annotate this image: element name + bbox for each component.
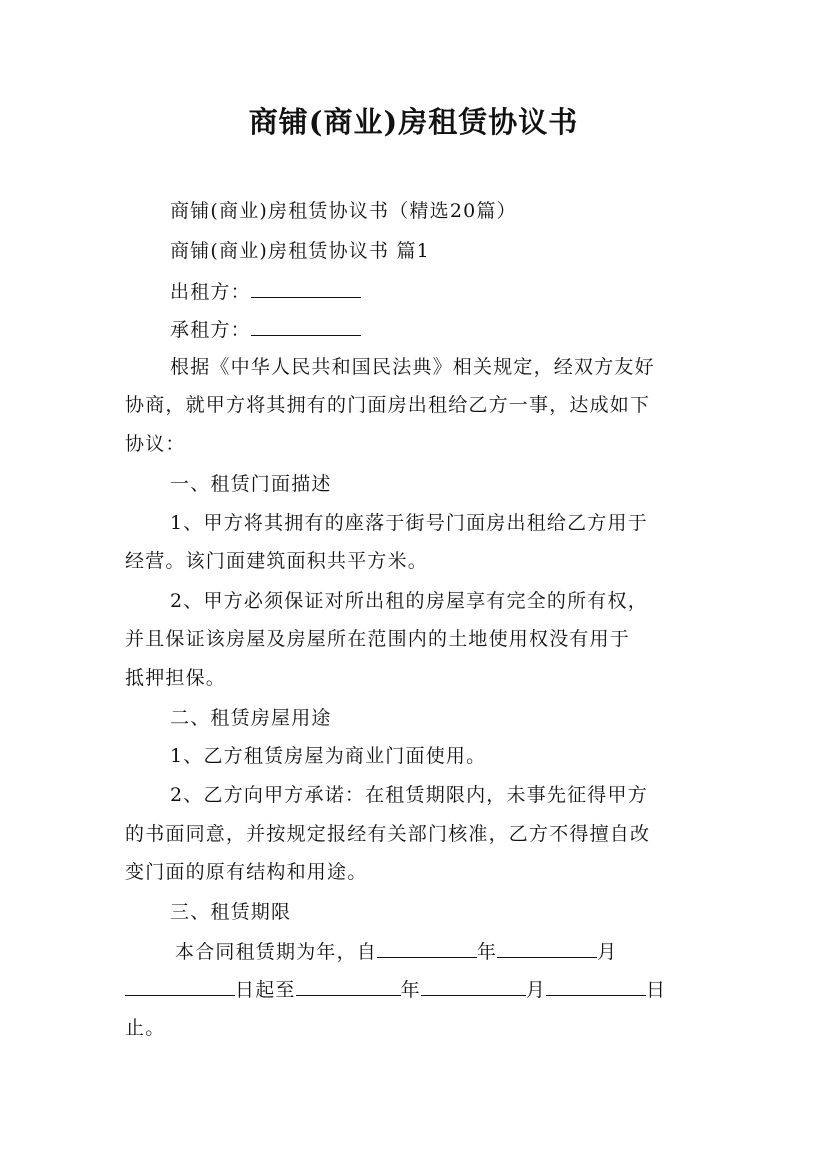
paragraph-line: 2、乙方向甲方承诺：在租赁期限内，未事先征得甲方	[170, 784, 648, 806]
lessor-line	[170, 279, 705, 304]
paragraph-line: 协议：	[125, 433, 186, 455]
term-line-3: 止。	[125, 1017, 166, 1039]
section-heading-line: 商铺(商业)房租赁协议书 篇1	[170, 240, 430, 262]
end-month-blank	[421, 977, 526, 996]
term-line-2	[125, 977, 705, 1002]
lessee-blank	[251, 317, 361, 336]
paragraph-line: 抵押担保。	[125, 667, 227, 689]
paragraph-line: 2、甲方必须保证对所出租的房屋享有完全的所有权，	[170, 590, 648, 612]
year-label: 年	[477, 941, 498, 963]
paragraph-line: 协商，就甲方将其拥有的门面房出租给乙方一事，达成如下	[125, 394, 651, 416]
end-year-blank	[296, 977, 401, 996]
paragraph-line: 根据《中华人民共和国民法典》相关规定，经双方友好	[170, 356, 655, 378]
paragraph-line: 变门面的原有结构和用途。	[125, 861, 368, 883]
start-day-blank	[125, 977, 235, 996]
lessor-blank	[251, 279, 361, 298]
paragraph-line: 的书面同意，并按规定报经有关部门核准，乙方不得擅自改	[125, 823, 651, 845]
end-day-blank	[546, 977, 646, 996]
section-heading: 三、租赁期限	[170, 901, 292, 923]
paragraph-line: 1、甲方将其拥有的座落于街号门面房出租给乙方用于	[170, 512, 648, 534]
term-lead-text: 本合同租赁期为年，自	[175, 941, 378, 963]
day-end-label: 日	[646, 979, 667, 1001]
year-label: 年	[400, 979, 421, 1001]
paragraph-line: 经营。该门面建筑面积共平方米。	[125, 550, 429, 572]
day-start-label: 日起至	[235, 979, 296, 1001]
paragraph-line: 并且保证该房屋及房屋所在范围内的土地使用权没有用于	[125, 628, 631, 650]
start-month-blank	[497, 939, 597, 958]
month-label: 月	[597, 941, 618, 963]
section-heading: 一、租赁门面描述	[170, 473, 332, 495]
paragraph-line: 1、乙方租赁房屋为商业门面使用。	[170, 745, 487, 767]
start-year-blank	[377, 939, 477, 958]
section-heading: 二、租赁房屋用途	[170, 707, 332, 729]
lessor-label: 出租方：	[170, 281, 251, 303]
lessee-label: 承租方：	[170, 319, 251, 341]
document-title: 商铺(商业)房租赁协议书	[248, 105, 579, 139]
month-label: 月	[525, 979, 547, 1001]
subtitle-line: 商铺(商业)房租赁协议书（精选20篇）	[170, 200, 517, 222]
lessee-line	[170, 317, 705, 342]
term-line-1	[175, 939, 705, 964]
